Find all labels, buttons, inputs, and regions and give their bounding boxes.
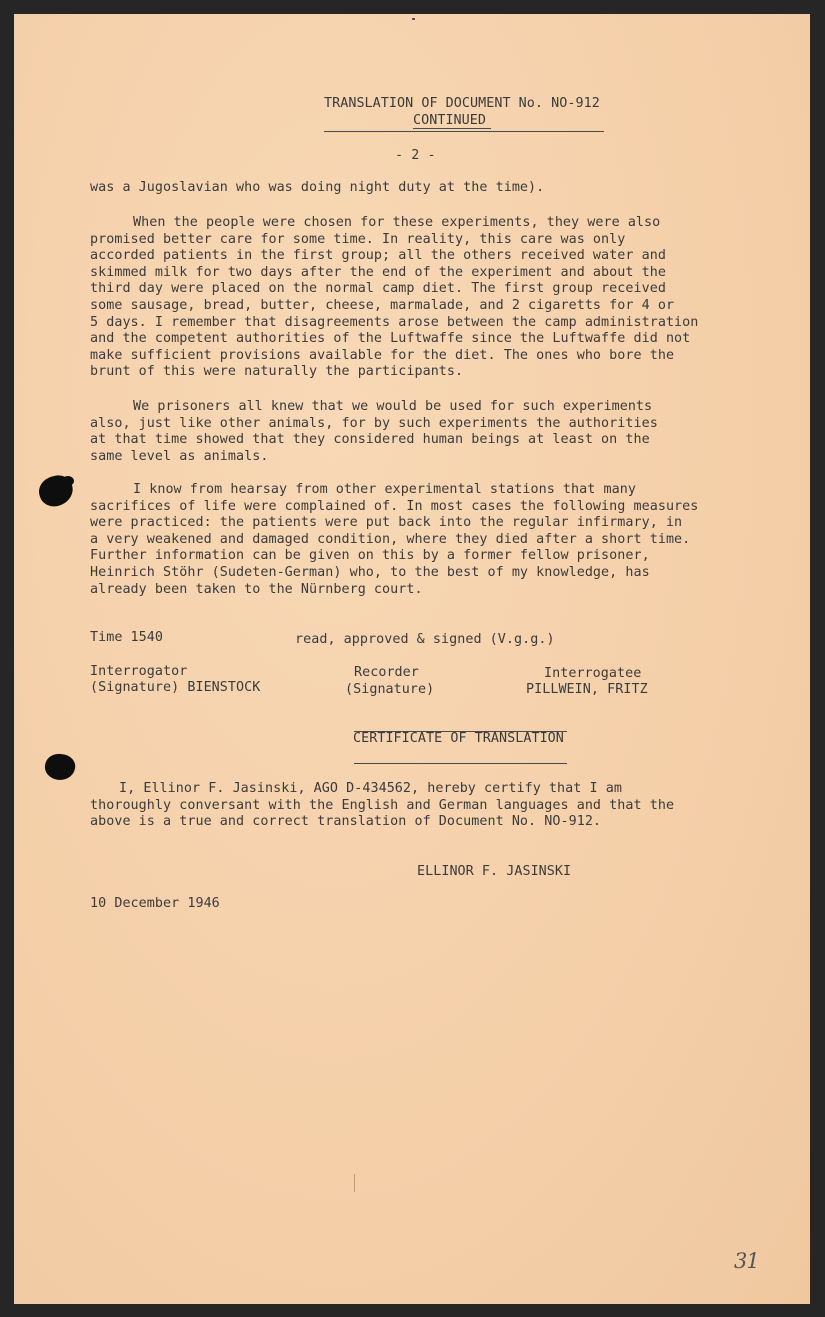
text-line: was a Jugoslavian who was doing night duty at the time). <box>90 180 545 195</box>
certificate-bottom-rule <box>354 763 567 764</box>
recorder-signature: (Signature) <box>345 682 435 697</box>
paragraph-continuation <box>90 180 544 197</box>
paper-mark <box>354 1174 355 1192</box>
interrogatee-label: Interrogatee <box>544 666 642 681</box>
paper-mark <box>412 18 415 20</box>
text-line: When the people were chosen for these experiments, they were also <box>133 215 661 230</box>
page-number: - 2 - <box>395 148 436 163</box>
text-line: a very weakened and damaged condition, where they died after a short time. <box>90 531 691 547</box>
interrogator-signature: (Signature) BIENSTOCK <box>90 680 261 695</box>
paragraph-diet <box>90 215 698 381</box>
certificate-date: 10 December 1946 <box>90 896 220 911</box>
translator-signature: ELLINOR F. JASINSKI <box>417 864 572 879</box>
interrogation-time: Time 1540 <box>90 630 164 645</box>
recorder-label: Recorder <box>354 665 419 680</box>
text-line: I know from hearsay from other experimental stations that many <box>133 482 636 497</box>
text-line: 5 days. I remember that disagreements arose between the camp administration <box>90 314 699 330</box>
text-line: also, just like other animals, for by such experiments the authorities <box>90 415 658 431</box>
text-line: promised better care for some time. In reality, this care was only <box>90 231 626 247</box>
text-line: skimmed milk for two days after the end of the experiment and about the <box>90 264 666 280</box>
paragraph-hearsay <box>90 482 698 598</box>
paragraph-prisoners <box>90 399 658 465</box>
text-line: Further information can be given on this by a former fellow prisoner, <box>90 548 650 564</box>
certificate-statement <box>90 781 674 831</box>
read-approved-signed: read, approved & signed (V.g.g.) <box>295 632 555 647</box>
text-line: make sufficient provisions available for the diet. The ones who bore the <box>90 347 675 363</box>
document-page <box>14 14 810 1304</box>
text-line: third day were placed on the normal camp diet. The first group received <box>90 281 666 297</box>
interrogatee-name: PILLWEIN, FRITZ <box>526 682 648 697</box>
header-rule <box>324 131 604 132</box>
text-line: some sausage, bread, butter, cheese, marmalade, and 2 cigaretts for 4 or <box>90 297 675 313</box>
text-line: same level as animals. <box>90 448 269 464</box>
text-line: were practiced: the patients were put back into the regular infirmary, in <box>90 515 683 531</box>
text-line: We prisoners all knew that we would be used for such experiments <box>133 399 653 414</box>
certificate-title: CERTIFICATE OF TRANSLATION <box>353 731 564 746</box>
text-line: already been taken to the Nürnberg court. <box>90 581 423 597</box>
document-subtitle: CONTINUED <box>413 113 487 128</box>
text-line: thoroughly conversant with the English and German languages and that the <box>90 797 675 813</box>
text-line: brunt of this were naturally the participants. <box>90 364 464 380</box>
subtitle-underline <box>413 128 491 129</box>
text-line: accorded patients in the first group; all the others received water and <box>90 248 666 264</box>
text-line: I, Ellinor F. Jasinski, AGO D-434562, hereby certify that I am <box>119 781 622 796</box>
handwritten-page-mark: 31 <box>734 1249 759 1273</box>
text-line: Heinrich Stöhr (Sudeten-German) who, to the best of my knowledge, has <box>90 564 650 580</box>
text-line: above is a true and correct translation of Document No. NO-912. <box>90 814 602 830</box>
document-title: TRANSLATION OF DOCUMENT No. NO-912 <box>324 96 600 111</box>
text-line: at that time showed that they considered human beings at least on the <box>90 432 650 448</box>
text-line: sacrifices of life were complained of. In most cases the following measures <box>90 498 699 514</box>
text-line: and the competent authorities of the Luftwaffe since the Luftwaffe did not <box>90 331 691 347</box>
punch-hole-blot <box>62 476 74 486</box>
punch-hole-blot <box>43 752 77 783</box>
interrogator-label: Interrogator <box>90 664 188 679</box>
